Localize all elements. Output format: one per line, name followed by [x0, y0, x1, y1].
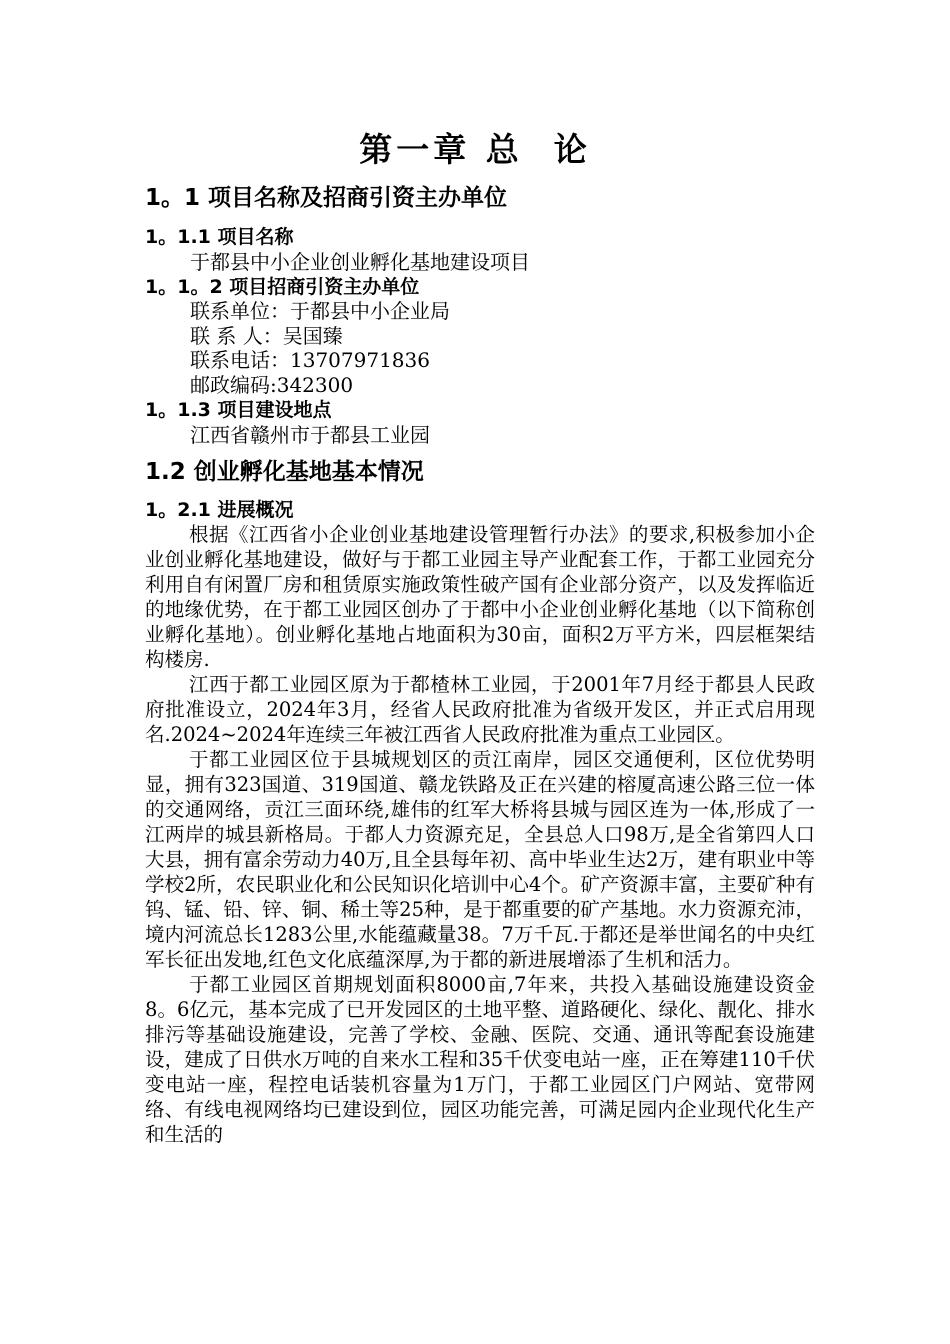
paragraph: 于都工业园区首期规划面积8000亩,7年来，共投入基础设施建设资金8。6亿元，基本完成了已开发园区的土地平整、道路硬化、绿化、靓化、排水排污等基础设施建设，完善了学校、金融、医院、交通、通讯等配套设施建设，建成了日供水万吨的自来水工程和35千伏变电站一座，正在筹建110千伏变电站一座，程控电话装机容量为1万门，于都工业园区门户网站、宽带网络、有线电视网络均已建设到位，园区功能完善，可满足园内企业现代化生产和生活的	[145, 973, 815, 1146]
paragraph: 江西于都工业园区原为于都楂林工业园，于2001年7月经于都县人民政府批准设立，2024年3月，经省人民政府批准为省级开发区，并正式启用现名.2024~2024年连续三年被江西省人民政府批准为重点工业园区。	[145, 673, 815, 746]
contact-unit: 联系单位：于都县中小企业局	[190, 299, 450, 323]
section-heading-1-2: 1.2 创业孵化基地基本情况	[145, 459, 424, 485]
chapter-title: 第一章 总 论	[359, 130, 591, 169]
paragraph: 根据《江西省小企业创业基地建设管理暂行办法》的要求,积极参加小企业创业孵化基地建设，做好与于都工业园主导产业配套工作，于都工业园充分利用自有闲置厂房和租赁原实施政策性破产国有企业部分资产，以及发挥临近的地缘优势，在于都工业园区创办了于都中小企业创业孵化基地（以下简称创业孵化基地）。创业孵化基地占地面积为30亩，面积2万平方米，四层框架结构楼房.	[145, 523, 815, 671]
subsection-heading-1-2-1: 1。2.1 进展概况	[145, 499, 294, 521]
paragraph: 于都工业园区位于县城规划区的贡江南岸，园区交通便利，区位优势明显，拥有323国道、319国道、赣龙铁路及正在兴建的榕厦高速公路三位一体的交通网络，贡江三面环绕,雄伟的红军大桥将县城与园区连为一体,形成了一江两岸的城县新格局。于都人力资源充足，全县总人口98万,是全省第四人口大县，拥有富余劳动力40万,且全县每年初、高中毕业生达2万，建有职业中等学校2所，农民职业化和公民知识化培训中心4个。矿产资源丰富，主要矿种有钨、锰、铅、锌、铜、稀土等25种，是于都重要的矿产基地。水力资源充沛，境内河流总长1283公里,水能蕴藏量38。7万千瓦.于都还是举世闻名的中央红军长征出发地,红色文化底蕴深厚,为于都的新进展增添了生机和活力。	[145, 748, 815, 971]
subsection-heading-1-1-2: 1。1。2 项目招商引资主办单位	[145, 276, 420, 298]
section-heading-1-1: 1。1 项目名称及招商引资主办单位	[145, 185, 508, 211]
contact-person: 联 系 人：吴国臻	[190, 324, 343, 348]
project-name-text: 于都县中小企业创业孵化基地建设项目	[190, 250, 530, 274]
contact-phone: 联系电话：13707971836	[190, 348, 430, 372]
subsection-heading-1-1-3: 1。1.3 项目建设地点	[145, 399, 332, 421]
subsection-heading-1-1-1: 1。1.1 项目名称	[145, 226, 294, 248]
progress-overview-body	[145, 522, 815, 1147]
postcode: 邮政编码:342300	[190, 373, 354, 397]
location-text: 江西省赣州市于都县工业园	[190, 423, 430, 447]
